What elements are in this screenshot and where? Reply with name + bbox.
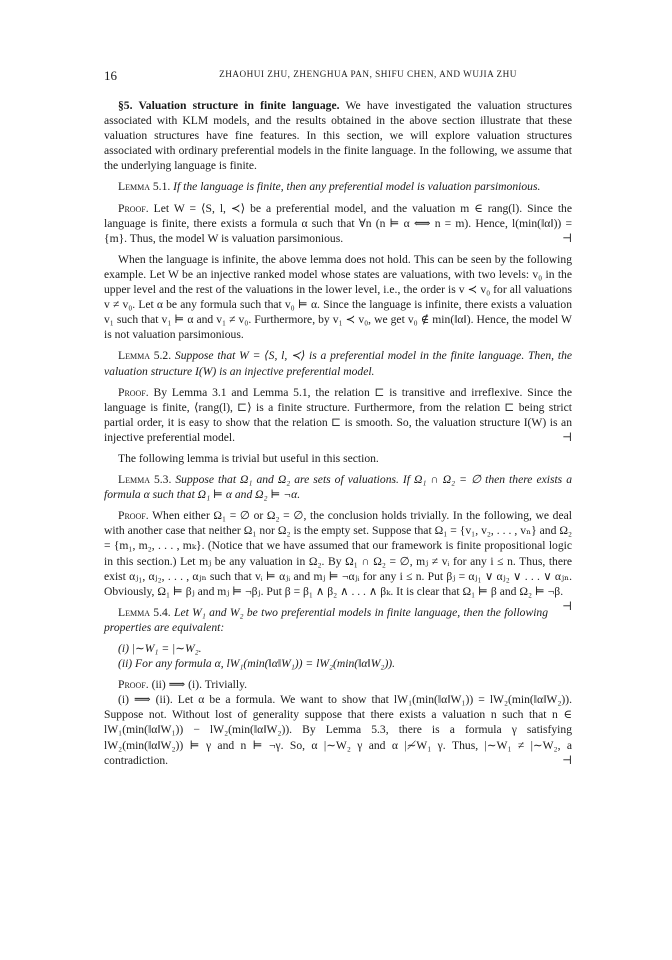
section-intro: We have investigated the valuation structures associated with KLM models, and the results obtained in the above section illustrate that these valuation structures have fine features. In this section, we will explore valuation structures associated with ordinary preferential models in the finite language. In the following, we assume that the underlying language is finite. (104, 99, 572, 173)
proof-5-2-text: By Lemma 3.1 and Lemma 5.1, the relation ⊏ is transitive and irreflexive. Since the language is finite, ⟨rang(l), ⊏⟩ is a finite structure. Furthermore, from the relation ⊏ being strict partial order, it is easy to show that the relation ⊏ is smooth. So, the valuation structure I(W) is an injective preferential model. (104, 385, 572, 444)
proof-5-2 (104, 385, 572, 445)
section-title: §5. Valuation structure in finite language. (118, 99, 340, 112)
page-body (104, 98, 572, 774)
running-head: ZHAOHUI ZHU, ZHENGHUA PAN, SHIFU CHEN, AND WUJIA ZHU (219, 69, 517, 79)
proof-5-1 (104, 201, 572, 246)
trivial-note: The following lemma is trivial but useful in this section. (118, 451, 379, 465)
qed-symbol: ⊣ (562, 599, 572, 613)
lemma-5-1 (104, 179, 572, 194)
proof-5-1-label: Proof. (118, 201, 149, 215)
lemma-5-4 (104, 605, 572, 635)
proof-5-4-part-1 (104, 677, 572, 692)
qed-symbol: ⊣ (562, 753, 572, 767)
remark-paragraph (104, 252, 572, 343)
lemma-5-4-item-i: (i) |∼W₁ = |∼W₂. (118, 642, 202, 655)
lemma-5-2-statement: Suppose that W = ⟨S, l, ≺⟩ is a preferential model in the finite language. Then, the valuation structure I(W) is an injective preferential model. (104, 349, 573, 378)
lemma-5-3 (104, 472, 572, 502)
lemma-5-4-label: Lemma 5.4. (118, 605, 171, 619)
qed-symbol: ⊣ (562, 430, 572, 444)
lemma-5-4-statement: Let W₁ and W₂ be two preferential models in finite language, then the following properties are equivalent: (104, 605, 549, 634)
lemma-5-3-statement: Suppose that Ω₁ and Ω₂ are sets of valuations. If Ω₁ ∩ Ω₂ = ∅ then there exists a formula α such that Ω₁ ⊨ α and Ω₂ ⊨ ¬α. (104, 473, 572, 502)
lemma-5-4-item-ii: (ii) For any formula α, lW₁(min(‖α‖W₁)) = lW₂(min(‖α‖W₂)). (118, 657, 396, 671)
lemma-5-2-label: Lemma 5.2. (118, 349, 172, 363)
lemma-5-3-label: Lemma 5.3. (118, 473, 172, 487)
proof-5-2-label: Proof. (118, 385, 149, 399)
remark-text: When the language is infinite, the above lemma does not hold. This can be seen by the following example. Let W be an injective ranked model whose states are valuations, with two levels: v₀ in the upper level and the rest of the valuations in the lower level, i.e., the order is v ≺ v₀ for all valuations v ≠ v₀. Let α be any formula such that v₀ ⊨ α. Since the language is infinite, there exists a valuation v₁ such that v₁ ⊨ α and v₁ ≠ v₀. Furthermore, by v₁ ≺ v₀, we get v₀ ∉ min(‖α‖). Hence, the model W is not valuation parsimonious. (104, 252, 572, 342)
qed-symbol: ⊣ (562, 231, 572, 245)
proof-5-4-part-2-text: (i) ⟹ (ii). Let α be a formula. We want to show that lW₁(min(‖α‖W₁)) = lW₂(min(‖α‖W₂)). Suppose not. Without lost of generality suppose that there exists a valuation n such that n ∈ lW₁(min(‖α‖W₁)) − lW₂(min(‖α‖W₂)). By Lemma 5.3, there is a formula γ satisfying lW₂(min(‖α‖W₂)) ⊨ γ and n ⊨ ¬γ. So, α |∼W₂ γ and α |≁W₁ γ. Thus, |∼W₁ ≠ |∼W₂, a contradiction. (104, 693, 572, 767)
section-intro-paragraph (104, 98, 572, 173)
proof-5-3-text: When either Ω₁ = ∅ or Ω₂ = ∅, the conclusion holds trivially. In the following, we deal with another case that neither Ω₁ nor Ω₂ is the empty set. Suppose that Ω₁ = {v₁, v₂, . . . , vₙ} and Ω₂ = {m₁, m₂, . . . , mₖ}. (Notice that we have assumed that our framework is finite propositional logic in this section.) Let mⱼ be any valuation in Ω₂. By Ω₁ ∩ Ω₂ = ∅, mⱼ ≠ vᵢ for any i ≤ n. Thus, there exist αⱼ₁, αⱼ₂, . . . , αⱼₙ such that vᵢ ⊨ αⱼᵢ and mⱼ ⊨ ¬αⱼᵢ for any i ≤ n. Put βⱼ = αⱼ₁ ∨ αⱼ₂ ∨ . . . ∨ αⱼₙ. Obviously, Ω₁ ⊨ βⱼ and mⱼ ⊨ ¬βⱼ. Put β = β₁ ∧ β₂ ∧ . . . ∧ βₖ. It is clear that Ω₁ ⊨ β and Ω₂ ⊨ ¬β. (104, 509, 572, 598)
proof-5-4-part-2 (104, 692, 572, 767)
proof-5-4-label: Proof. (118, 678, 149, 692)
proof-5-4-part-1-text: (ii) ⟹ (i). Trivially. (151, 678, 248, 692)
proof-5-1-text: Let W = ⟨S, l, ≺⟩ be a preferential model, and the valuation m ∈ rang(l). Since the language is finite, there exists a formula α such that ∀n (n ⊨ α ⟺ n = m). Hence, l(min(‖α‖)) = {m}. Thus, the model W is valuation parsimonious. (104, 201, 572, 245)
page-header (104, 68, 572, 86)
lemma-5-1-statement: If the language is finite, then any preferential model is valuation parsimonious. (173, 180, 541, 194)
proof-5-3-label: Proof. (118, 509, 149, 523)
lemma-5-1-label: Lemma 5.1. (118, 180, 171, 194)
page-number: 16 (104, 68, 117, 83)
lemma-5-2 (104, 348, 572, 378)
